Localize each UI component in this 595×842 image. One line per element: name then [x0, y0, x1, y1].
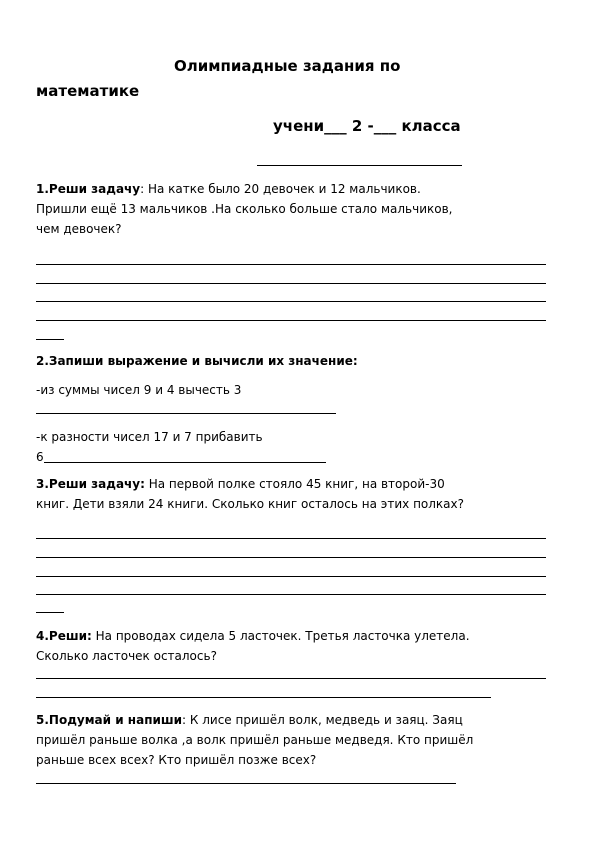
task-1-line-1: [36, 179, 556, 199]
task-2-heading: [36, 351, 556, 371]
task-3-line-1: [36, 474, 556, 494]
answer-line: [36, 594, 546, 595]
task-1-number: 1.: [36, 182, 49, 196]
task-1-label: Реши задачу: [48, 182, 141, 196]
task-3-text: [36, 474, 556, 514]
answer-line: [36, 320, 546, 321]
answer-line: [36, 697, 491, 698]
worksheet-title: Олимпиадные задания по: [174, 57, 401, 75]
task-5-number: 5.: [36, 713, 49, 727]
answer-line: [36, 413, 336, 414]
task-3-number: 3.: [36, 477, 49, 491]
task-5-line-2: пришёл раньше волка ,а волк пришёл раньше медведя. Кто пришёл: [36, 733, 474, 747]
task-5-body-1: : К лисе пришёл волк, медведь и заяц. Заяц: [182, 713, 463, 727]
answer-line: [36, 301, 546, 302]
answer-line: [36, 557, 546, 558]
task-4-text: [36, 626, 556, 666]
task-1-line-3: чем девочек?: [36, 222, 122, 236]
task-2-subtask-2-line-2: 6: [36, 450, 44, 464]
answer-line: [36, 783, 456, 784]
task-2-subtask-2: [36, 427, 556, 467]
task-1-text: [36, 179, 556, 239]
task-2-number: 2.: [36, 354, 49, 368]
task-2-subtask-2-line-1: -к разности чисел 17 и 7 прибавить: [36, 430, 263, 444]
task-4-number: 4.: [36, 629, 49, 643]
task-5-line-3: раньше всех всех? Кто пришёл позже всех?: [36, 753, 317, 767]
answer-line: [36, 283, 546, 284]
worksheet-title-continuation: математике: [36, 82, 140, 100]
answer-line-short: [36, 339, 64, 340]
name-blank-line: [257, 165, 462, 166]
task-3-line-2: книг. Дети взяли 24 книги. Сколько книг осталось на этих полках?: [36, 497, 464, 511]
task-1-line-2: Пришли ещё 13 мальчиков .На сколько больше стало мальчиков,: [36, 202, 453, 216]
answer-line: [36, 264, 546, 265]
answer-line-short: [36, 612, 64, 613]
task-5-label: Подумай и напиши: [48, 713, 183, 727]
task-1-body-1: : На катке было 20 девочек и 12 мальчиков.: [140, 182, 421, 196]
answer-line: [44, 462, 326, 463]
task-2-label: Запиши выражение и вычисли их значение:: [48, 354, 358, 368]
task-5-text: [36, 710, 556, 770]
task-3-body-1: На первой полке стояло 45 книг, на второй-30: [144, 477, 445, 491]
task-4-line-1: [36, 626, 556, 646]
task-2-subtask-1: -из суммы чисел 9 и 4 вычесть 3: [36, 383, 242, 397]
task-5-line-1: [36, 710, 556, 730]
task-4-line-2: Сколько ласточек осталось?: [36, 649, 217, 663]
task-3-label: Реши задачу:: [48, 477, 145, 491]
answer-line: [36, 576, 546, 577]
task-4-body-1: На проводах сидела 5 ласточек. Третья ласточка улетела.: [91, 629, 470, 643]
student-class-line: учени___ 2 -___ класса: [273, 117, 461, 135]
answer-line: [36, 538, 546, 539]
task-4-label: Реши:: [48, 629, 92, 643]
answer-line: [36, 678, 546, 679]
